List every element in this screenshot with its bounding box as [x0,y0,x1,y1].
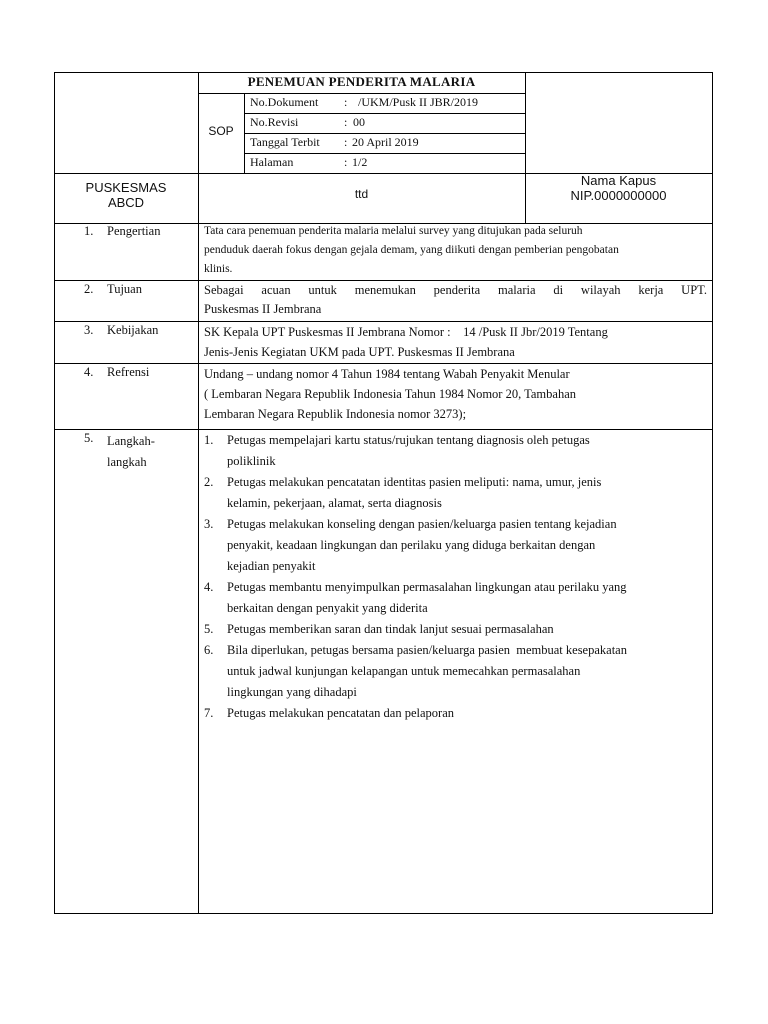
section-label-langkah [107,431,155,473]
doc-field-label: Tanggal Terbit [250,135,320,149]
section-content-pengertian [204,222,619,279]
step-text [227,514,617,577]
step-line: kelamin, pekerjaan, alamat, serta diagnosis [227,496,442,510]
document-title: PENEMUAN PENDERITA MALARIA [247,74,476,89]
step-line: Bila diperlukan, petugas bersama pasien/keluarga pasien membuat kesepakatan [227,643,627,657]
doc-field-separator: : [344,115,348,129]
table-border-bottom [54,913,713,914]
step-number: 1. [204,433,214,447]
section-number: 3. [84,323,94,337]
section-content-kebijakan [204,322,608,362]
section-label-pengertian: Pengertian [107,224,161,238]
content-line: klinis. [204,263,233,275]
doc-field-value: 20 April 2019 [352,135,419,149]
section-content-tujuan [204,281,707,319]
doc-field-value: 00 [353,115,365,129]
step-number: 7. [204,706,214,720]
step-line: poliklinik [227,454,276,468]
content-line: SK Kepala UPT Puskesmas II Jembrana Nomor : 14 /Pusk II Jbr/2019 Tentang [204,325,608,339]
field-divider-2 [244,133,525,134]
list-item [204,514,627,577]
doc-field-label: No.Dokument [250,95,319,109]
step-line: Petugas melakukan konseling dengan pasien/keluarga pasien tentang kejadian [227,517,617,531]
signature-ttd: ttd [354,187,369,201]
step-number: 6. [204,643,214,657]
field-divider-1 [244,113,525,114]
list-item [204,640,627,703]
content-line: Puskesmas II Jembrana [204,302,322,316]
table-border-top [54,72,713,73]
step-text [227,619,554,640]
list-item [204,430,627,472]
list-item [204,703,627,724]
label-line: Langkah- [107,434,155,448]
step-line: lingkungan yang dihadapi [227,685,357,699]
list-item [204,577,627,619]
step-number: 4. [204,580,214,594]
step-text [227,577,627,619]
doc-field-separator: : [344,95,348,109]
title-divider [198,93,525,94]
step-number: 5. [204,622,214,636]
kapus-block [525,173,712,203]
section-content-refrensi [204,364,576,424]
section-label-kebijakan: Kebijakan [107,323,159,337]
puskesmas-name [54,180,198,210]
list-item [204,472,627,514]
step-line: Petugas membantu menyimpulkan permasalahan lingkungan atau perilaku yang [227,580,627,594]
doc-field-separator: : [344,155,348,169]
step-line: Petugas melakukan pencatatan identitas pasien meliputi: nama, umur, jenis [227,475,602,489]
step-line: kejadian penyakit [227,559,316,573]
doc-field-value: /UKM/Pusk II JBR/2019 [358,95,479,109]
step-line: penyakit, keadaan lingkungan dan perilaku yang diduga berkaitan dengan [227,538,596,552]
section-label-tujuan: Tujuan [107,282,142,296]
puskesmas-line-2: ABCD [107,195,145,210]
content-line: Undang – undang nomor 4 Tahun 1984 tentang Wabah Penyakit Menular [204,367,570,381]
section-label-refrensi: Refrensi [107,365,150,379]
step-line: Petugas mempelajari kartu status/rujukan tentang diagnosis oleh petugas [227,433,590,447]
table-border-right [712,72,713,914]
doc-field-separator: : [344,135,348,149]
step-number: 2. [204,475,214,489]
step-number: 3. [204,517,214,531]
content-line: Sebagai acuan untuk menemukan penderita malaria di wilayah kerja UPT. [204,283,707,297]
list-item [204,619,627,640]
step-line: untuk jadwal kunjungan kelapangan untuk memecahkan permasalahan [227,664,581,678]
sop-label: SOP [208,124,234,138]
step-text [227,430,590,472]
content-line: ( Lembaran Negara Republik Indonesia Tahun 1984 Nomor 20, Tambahan [204,387,576,401]
content-line: penduduk daerah fokus dengan gejala demam, yang diikuti dengan pemberian pengobatan [204,244,619,256]
section-number: 5. [84,431,94,445]
puskesmas-line-1: PUSKESMAS [85,180,167,195]
section-number: 2. [84,282,94,296]
step-text [227,703,454,724]
step-line: Petugas memberikan saran dan tindak lanjut sesuai permasalahan [227,622,554,636]
doc-field-label: No.Revisi [250,115,299,129]
step-line: Petugas melakukan pencatatan dan pelaporan [227,706,454,720]
content-line: Jenis-Jenis Kegiatan UKM pada UPT. Puskesmas II Jembrana [204,345,515,359]
content-line: Lembaran Negara Republik Indonesia nomor 3273); [204,407,467,421]
section-number: 4. [84,365,94,379]
step-text [227,640,627,703]
step-text [227,472,601,514]
doc-field-value: 1/2 [352,155,368,169]
content-line: Tata cara penemuan penderita malaria melalui survey yang ditujukan pada seluruh [204,225,583,237]
field-divider-3 [244,153,525,154]
step-line: berkaitan dengan penyakit yang diderita [227,601,428,615]
label-line: langkah [107,455,147,469]
kapus-nip: NIP.0000000000 [570,188,667,203]
kapus-name: Nama Kapus [580,173,657,188]
steps-list [204,430,627,724]
section-number: 1. [84,224,94,238]
doc-field-label: Halaman [250,155,294,169]
